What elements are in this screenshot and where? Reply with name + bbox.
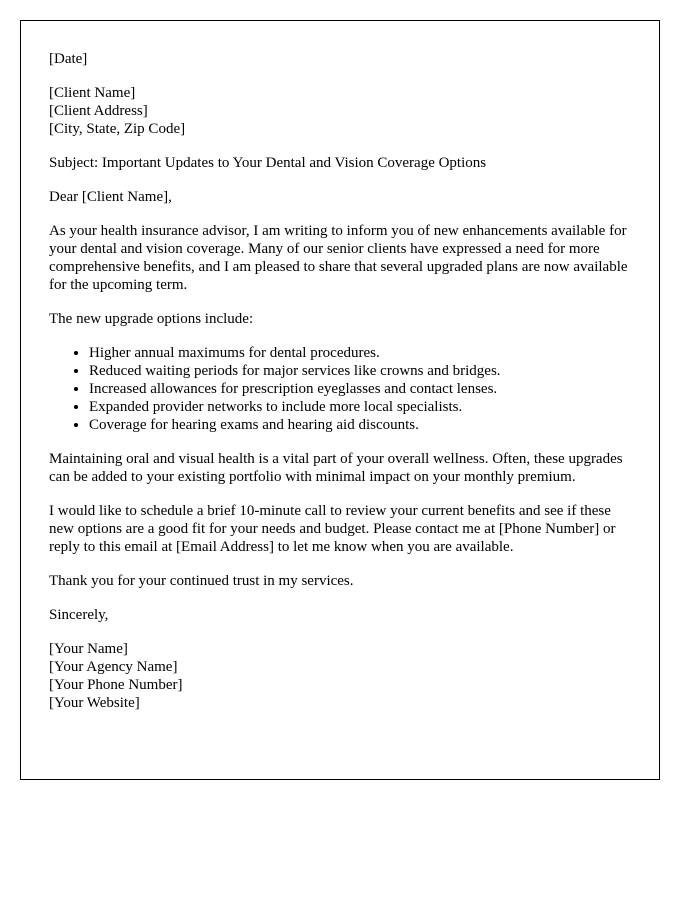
signature-name: [Your Name] — [49, 641, 128, 657]
recipient-city-state-zip: [City, State, Zip Code] — [49, 121, 186, 137]
recipient-name: [Client Name] — [49, 85, 136, 101]
letter-subject: Subject: Important Updates to Your Dental and Vision Coverage Options — [49, 155, 487, 171]
signature-block — [49, 640, 631, 712]
list-item: • Increased allowances for prescription eyeglasses and contact lenses. — [89, 380, 631, 398]
signature-agency: [Your Agency Name] — [49, 659, 178, 675]
closing: Sincerely, — [49, 607, 109, 623]
letter-date: [Date] — [49, 51, 88, 67]
signature-website: [Your Website] — [49, 695, 140, 711]
upgrade-options-list — [49, 344, 631, 434]
list-item: • Reduced waiting periods for major services like crowns and bridges. — [89, 362, 631, 380]
call-paragraph: I would like to schedule a brief 10-minute call to review your current benefits and see if these new options are a good fit for your needs and budget. Please contact me at [Phone Number] or reply to this email at [Email Address] to let me know when you are available. — [49, 503, 616, 555]
wellness-paragraph: Maintaining oral and visual health is a vital part of your overall wellness. Often, these upgrades can be added to your existing portfolio with minimal impact on your monthly premium. — [49, 451, 623, 485]
intro-paragraph: As your health insurance advisor, I am writing to inform you of new enhancements available for your dental and vision coverage. Many of our senior clients have expressed a need for more comprehensive benefits, and I am pleased to share that several upgraded plans are now available for the upcoming term. — [49, 223, 628, 293]
letter-salutation: Dear [Client Name], — [49, 189, 172, 205]
list-item: • Higher annual maximums for dental procedures. — [89, 344, 631, 362]
recipient-address: [Client Address] — [49, 103, 148, 119]
letter-page — [20, 20, 660, 780]
recipient-address-block — [49, 84, 631, 138]
signature-phone: [Your Phone Number] — [49, 677, 183, 693]
thanks-paragraph: Thank you for your continued trust in my services. — [49, 573, 354, 589]
list-item: • Coverage for hearing exams and hearing aid discounts. — [89, 416, 631, 434]
list-item: • Expanded provider networks to include more local specialists. — [89, 398, 631, 416]
options-heading: The new upgrade options include: — [49, 311, 254, 327]
